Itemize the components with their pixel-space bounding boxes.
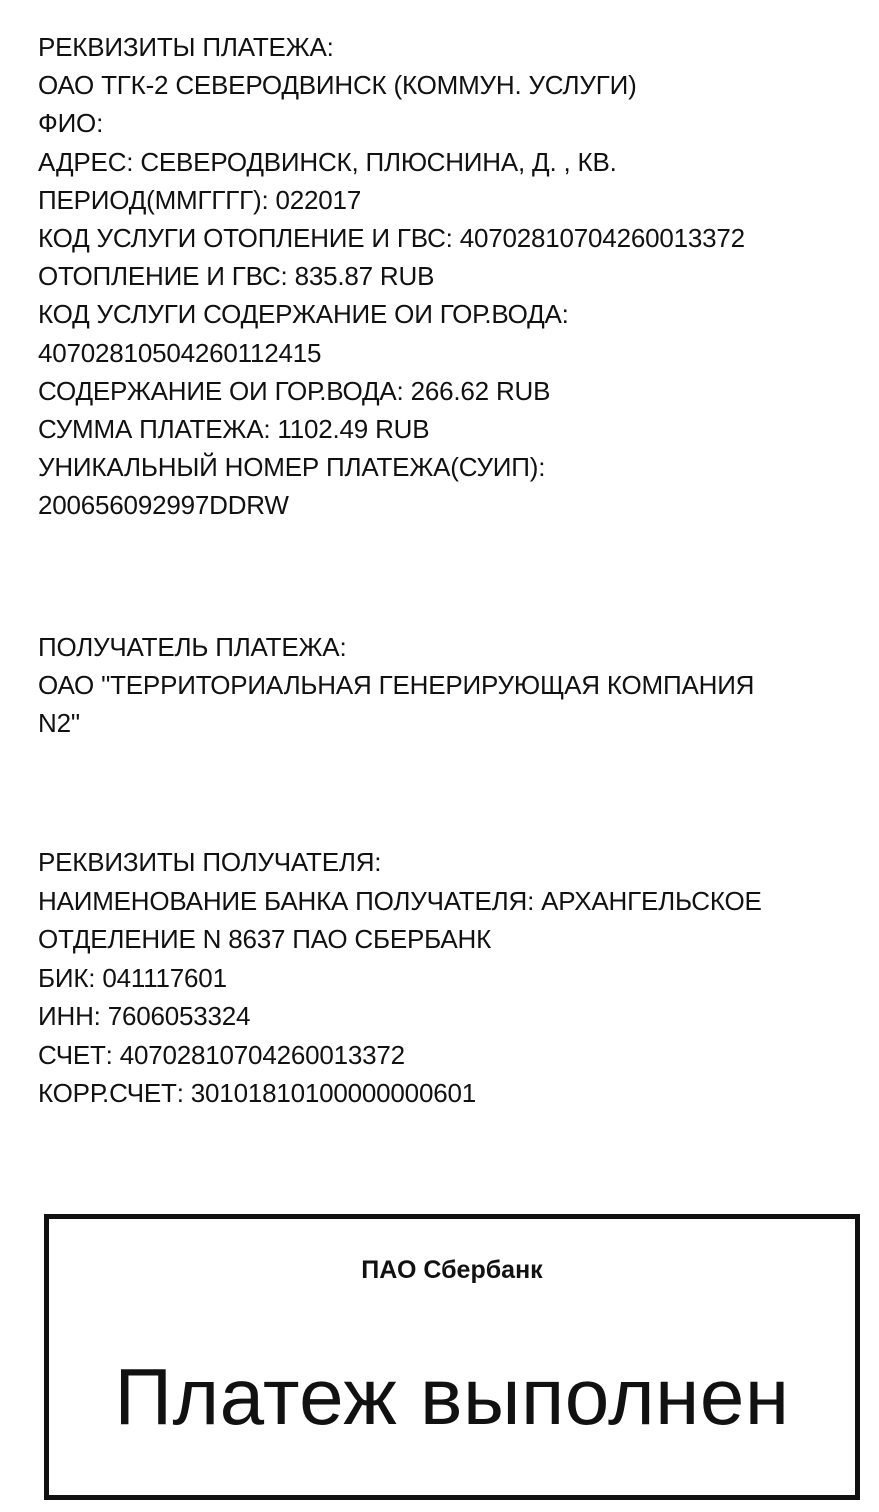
maintenance-amount: СОДЕРЖАНИЕ ОИ ГОР.ВОДА: 266.62 RUB (38, 375, 551, 406)
bank-name-line-2: ОТДЕЛЕНИЕ N 8637 ПАО СБЕРБАНК (38, 924, 492, 954)
payment-stamp (44, 1214, 860, 1500)
payer-name: ФИО: (38, 108, 104, 139)
payment-period: ПЕРИОД(ММГГГГ): 022017 (38, 184, 362, 215)
recipient-bank-section (38, 843, 868, 1113)
recipient-heading: ПОЛУЧАТЕЛЬ ПЛАТЕЖА: (38, 632, 347, 662)
payment-provider: ОАО ТГК-2 СЕВЕРОДВИНСК (КОММУН. УСЛУГИ) (38, 70, 637, 101)
bank-bic: БИК: 041117601 (38, 962, 227, 993)
payment-total: СУММА ПЛАТЕЖА: 1102.49 RUB (38, 413, 430, 444)
recipient-section (38, 628, 868, 743)
stamp-bank-name: ПАО Сбербанк (361, 1256, 543, 1284)
payment-details-section (38, 28, 868, 524)
maintenance-service-code: 40702810504260112415 (38, 337, 322, 368)
bank-name-line-1: НАИМЕНОВАНИЕ БАНКА ПОЛУЧАТЕЛЯ: АРХАНГЕЛЬСКОЕ (38, 885, 762, 916)
bank-account: СЧЕТ: 40702810704260013372 (38, 1039, 405, 1070)
heating-service-code: КОД УСЛУГИ ОТОПЛЕНИЕ И ГВС: 40702810704260013372 (38, 222, 745, 253)
recipient-details-heading: РЕКВИЗИТЫ ПОЛУЧАТЕЛЯ: (38, 847, 382, 877)
recipient-name-line-1: ОАО "ТЕРРИТОРИАЛЬНАЯ ГЕНЕРИРУЮЩАЯ КОМПАНИЯ (38, 670, 755, 701)
heating-amount: ОТОПЛЕНИЕ И ГВС: 835.87 RUB (38, 261, 435, 292)
stamp-payment-status: Платеж выполнен (114, 1352, 790, 1441)
recipient-name-line-2: N2" (38, 708, 80, 739)
payment-details-heading: РЕКВИЗИТЫ ПЛАТЕЖА: (38, 32, 334, 62)
payment-unique-number-label: УНИКАЛЬНЫЙ НОМЕР ПЛАТЕЖА(СУИП): (38, 452, 546, 483)
bank-inn: ИНН: 7606053324 (38, 1001, 251, 1031)
payment-unique-number: 200656092997DDRW (38, 490, 289, 521)
bank-correspondent-account: КОРР.СЧЕТ: 30101810100000000601 (38, 1078, 476, 1108)
maintenance-service-code-label: КОД УСЛУГИ СОДЕРЖАНИЕ ОИ ГОР.ВОДА: (38, 299, 569, 330)
payer-address: АДРЕС: СЕВЕРОДВИНСК, ПЛЮСНИНА, Д. , КВ. (38, 146, 617, 177)
